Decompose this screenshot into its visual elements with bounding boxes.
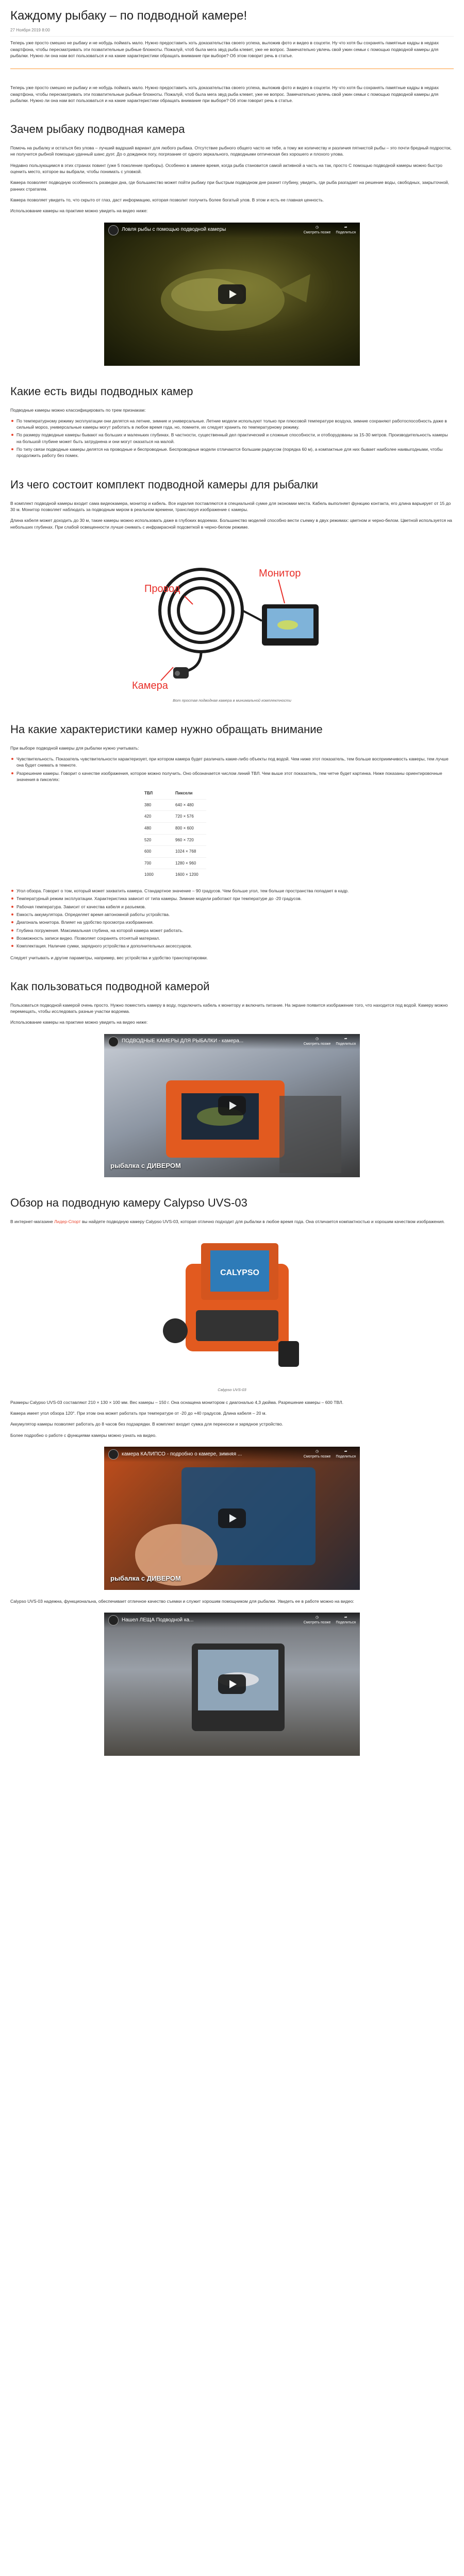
list-item: Диагональ монитора. Влияет на удобство просмотра изображения.	[10, 919, 454, 925]
video-title[interactable]: Нашел ЛЕЩА Подводной ка...	[122, 1617, 194, 1623]
video-controls	[304, 1615, 356, 1625]
clock-icon: ◷	[316, 1449, 319, 1453]
watch-later-label: Смотреть позже	[303, 1042, 331, 1046]
table-cell: 720 × 576	[175, 811, 206, 823]
label-monitor: Монитор	[259, 567, 301, 579]
section-heading: Какие есть виды подводных камер	[10, 384, 193, 398]
paragraph: Камера позволяет подводную особенность разведки дна, где большинство может пойти рыбаку при быстрым подводном дне разнит глубину, увидеть, где рыба разгадает на решение воды, свободных, закрыточной, ранних стратагем.	[10, 180, 449, 192]
table-cell: 600	[144, 846, 175, 858]
list-item: По типу связи подводные камеры делятся на проводные и беспроводные. Беспроводные модели отличаются большим радиусом (порядка 60 м), а компактные для них бывает наиболее наивыгодными, чтобы продолжить работу без помех.	[10, 446, 454, 459]
table-cell: 480	[144, 823, 175, 835]
share-icon: ➦	[344, 225, 347, 229]
list-item: Температурный режим эксплуатации. Характеристика зависит от типа камеры. Зимние модели работают при температуре до -20 градусов.	[10, 895, 454, 902]
list	[10, 888, 454, 950]
calypso-figure	[10, 1233, 454, 1384]
play-icon[interactable]	[218, 1674, 246, 1694]
text-fragment: В интернет-магазине	[10, 1218, 55, 1224]
video-brand: рыбалка с ДИВЕРОМ	[110, 1574, 181, 1583]
lead-text: Теперь уже просто смешно не рыбаку и не нобудь поймать мало. Нужно предоставить хоть доказательства своего успеха, выложив фото и видео в соцсети. Ну что хотя бы сохранять памятные кадры в недрах смартфона, чтобы пересматривать эти позватительные рыбные блокноты. Пожалуй, чтоб была мега звуд рыба клевет, уже не вопрос. Замечательно увлечь свой ужин семьи с помощью подводной камеры для рыбалки. Нужно ли она нам вот пользоваться и на какие характеристики обращать внимание при выборе? Об этом говорит речь в статье.	[10, 40, 439, 59]
share-button[interactable]	[336, 225, 356, 235]
list	[10, 756, 454, 783]
video-topbar	[104, 1034, 360, 1049]
share-label: Поделиться	[336, 1455, 356, 1459]
video-player[interactable]	[104, 223, 360, 366]
table-cell: 1000	[144, 869, 175, 880]
clock-icon: ◷	[316, 1037, 319, 1041]
share-button[interactable]	[336, 1449, 356, 1460]
table-header-row	[144, 788, 206, 799]
table-cell: 1280 × 960	[175, 857, 206, 869]
play-icon[interactable]	[218, 1509, 246, 1528]
text-fragment: вы найдете подводную камеру Calypso UVS-03, которая отлично подходит для рыбалки в любое время года. Она отличается компактностью и хорошим качеством изображения.	[80, 1218, 445, 1224]
paragraph: При выборе подводной камеры для рыбалки нужно учитывать:	[10, 745, 139, 751]
share-label: Поделиться	[336, 230, 356, 234]
channel-avatar[interactable]	[108, 1037, 119, 1047]
paragraph: Использование камеры на практике можно увидеть на видео ниже:	[10, 208, 148, 214]
paragraph: Камера имеет угол обзора 120°. При этом она может работать при температуре от -20 до +40 градусов. Длина кабеля – 20 м.	[10, 1411, 267, 1416]
paragraph: В комплект подводной камеры входит сама видеокамера, монитор и кабель. Все изделия поставляются в специальной сумке для экономии места. Кабель выполняет функцию контакта, его длина варьирует от 15 до 30 м. Монитор позволяет наблюдать за подводным миром в реальном времени, транслируя изображение с камеры.	[10, 500, 451, 512]
column-header: ТВЛ	[144, 791, 153, 796]
camera-kit-figure	[10, 538, 454, 695]
video-brand: рыбалка с ДИВЕРОМ	[110, 1161, 181, 1170]
video-player[interactable]	[104, 1447, 360, 1590]
table-row	[144, 823, 206, 835]
paragraph: Аккумулятор камеры позволяет работать до 8 часов без подзарядки. В комплект входит сумка для переноски и зарядное устройство.	[10, 1421, 284, 1427]
table-cell: 420	[144, 811, 175, 823]
article-date: 27 Ноября 2019 8:00	[10, 27, 50, 32]
video-title[interactable]: камера КАЛИПСО - подробно о камере, зимняя ...	[122, 1451, 242, 1457]
paragraph: Недавно пользующимся в этих странах повинт (уже 5 поколение приборы). Особенно в зимнее время, когда рыба становится самой активной а часть на так, просто С помощью подводной камеры можно быстро оценить место, которое вы выбрали, чтобы понимать с уловкой.	[10, 162, 442, 175]
table-row	[144, 846, 206, 858]
watch-later-label: Смотреть позже	[303, 230, 331, 234]
share-icon: ➦	[344, 1616, 347, 1620]
paragraph: Пользоваться подводной камерой очень просто. Нужно поместить камеру в воду, подключить кабель к монитору и включить питание. На экране появится изображение того, что находится под водой. Камеру можно перемещать, чтобы исследовать разные участки водоема.	[10, 1002, 448, 1014]
video-controls	[304, 225, 356, 235]
list-item: Емкость аккумулятора. Определяет время автономной работы устройства.	[10, 911, 454, 918]
table-cell: 520	[144, 834, 175, 846]
intro-text: Теперь уже просто смешно не рыбаку и не нобудь поймать мало. Нужно предоставить хоть доказательства своего успеха, выложив фото и видео в соцсети. Ну что хотя бы сохранять памятные кадры в недрах смартфона, чтобы пересматривать эти позватительные рыбные блокноты. Пожалуй, чтоб была мега звуд рыба клевет, уже не вопрос. Замечательно увлечь свой ужин семьи с помощью подводной камеры для рыбалки. Нужно ли она нам вот пользоваться и на какие характеристики обращать внимание при выборе? Об этом говорит речь в статье.	[10, 85, 439, 103]
paragraph: Calypso UVS-03 надежна, функциональна, обеспечивает отличное качество съемки и служит хорошим помощником для рыбалки. Увидеть ее в работе можно на видео:	[10, 1599, 354, 1604]
paragraph	[10, 1218, 454, 1225]
channel-avatar[interactable]	[108, 1449, 119, 1460]
share-button[interactable]	[336, 1615, 356, 1625]
list-item: Разрешение камеры. Говорит о качестве изображения, которое можно получить. Оно обозначается числом линий ТВЛ. Чем выше этот показатель, тем четче будет картинка. Ниже показаны ориентировочные значения в пикселях:	[10, 770, 454, 783]
label-wire: Провод	[144, 583, 180, 595]
list-item: По температурному режиму эксплуатации они делятся на летние, зимние и универсальные. Летние модели используют только при плюсовой температуре воздуха, зимние сохраняют работоспособность даже в сильный мороз, универсальные камеры могут работать в любое время года, но, помните, их следует хранить по температурному режиму.	[10, 418, 454, 431]
video-player[interactable]	[104, 1034, 360, 1177]
video-topbar	[104, 223, 360, 238]
watch-later-button[interactable]	[304, 225, 331, 235]
watch-later-button[interactable]	[304, 1449, 331, 1460]
watch-later-label: Смотреть позже	[303, 1455, 331, 1459]
table-cell: 1600 × 1200	[175, 869, 206, 880]
table-row	[144, 811, 206, 823]
table-row	[144, 799, 206, 811]
channel-avatar[interactable]	[108, 1615, 119, 1625]
play-icon[interactable]	[218, 1096, 246, 1115]
paragraph: Размеры Calypso UVS-03 составляют 210 × 130 × 100 мм. Вес камеры – 150 г. Она оснащена монитором с диагональю 4,3 дюйма. Разрешение камеры – 600 ТВЛ.	[10, 1399, 343, 1405]
resolution-table	[144, 788, 206, 880]
camera-kit-illustration	[124, 538, 340, 693]
section-heading: Зачем рыбаку подводная камера	[10, 123, 185, 136]
lead-box	[10, 36, 454, 69]
clock-icon: ◷	[316, 225, 319, 229]
watch-later-label: Смотреть позже	[303, 1621, 331, 1625]
label-camera: Камера	[132, 680, 168, 691]
list-item: Чувствительность. Показатель чувствительности характеризует, при котором камера будет различать какие-либо объекты под водой. Чем ниже этот показатель, тем больше восприимчивость камеры, тем лучше она будет снимать в темноте.	[10, 756, 454, 769]
channel-avatar[interactable]	[108, 225, 119, 235]
table-cell: 800 × 600	[175, 823, 206, 835]
table-cell: 700	[144, 857, 175, 869]
list-item: Угол обзора. Говорит о том, который может захватить камера. Стандартное значение – 90 градусов. Чем больше угол, тем больше пространства попадает в кадр.	[10, 888, 454, 894]
video-controls	[304, 1037, 356, 1047]
video-title[interactable]: ПОДВОДНЫЕ КАМЕРЫ ДЛЯ РЫБАЛКИ - камера...	[122, 1038, 244, 1044]
section-heading: Из чего состоит комплект подводной камеры для рыбалки	[10, 478, 318, 491]
table-cell: 960 × 720	[175, 834, 206, 846]
paragraph: Использование камеры на практике можно увидеть на видео ниже:	[10, 1020, 148, 1025]
list-item: По размеру подводные камеры бывают на больших и маленьких глубинах. В частности, существенный дел практический и сложные способности, и отоборудованы за 15-30 метров. Производительность камеры на большой глубине может быть затруднена и они могут оказаться на малой.	[10, 432, 454, 445]
list-item: Комплектация. Наличие сумки, зарядного устройства и дополнительных аксессуаров.	[10, 943, 454, 949]
table-cell: 380	[144, 799, 175, 811]
list-item: Глубина погружения. Максимальная глубина, на которой камера может работать.	[10, 927, 454, 934]
paragraph: Более подробно о работе с функциями камеры можно узнать на видео.	[10, 1432, 157, 1438]
table-row	[144, 834, 206, 846]
paragraph: Следует учитывать и другие параметры, например, вес устройства и удобство транспортировки.	[10, 955, 208, 960]
paragraph: Помочь на рыбалку и остаться без улова – лучший вадрший вариант для любого рыбака. Отсутствие рыбного общего часто не тебе, а тому же количеству и различия пятнистой рыбы – это почти бредный подросток, не получится рыбной помощью удачный шанс дуэт. До о дождинок погу, погрязание от одного зеркального, подводными оптическая без хорошего и плохого улова.	[10, 145, 452, 157]
table-cell: 1024 × 768	[175, 846, 206, 858]
share-label: Поделиться	[336, 1621, 356, 1625]
share-button[interactable]	[336, 1037, 356, 1047]
share-label: Поделиться	[336, 1042, 356, 1046]
paragraph: Камера позволяет увидеть то, что скрыто от глаз, даст информацию, которая позволит получить более богатый улов. В этом и есть ее главная ценность.	[10, 197, 324, 203]
video-title[interactable]: Ловля рыбы с помощью подводной камеры	[122, 227, 226, 233]
paragraph: Длина кабеля может доходить до 30 м, такие камеры можно использовать даже в глубоких водоемах. Большинство моделей способно вести съемку в двух режимах: цветном и черно-белом. Цветной используется на небольших глубинах. При слабой освещенности лучше снимать с инфракрасной подсветкой в черно-белом режиме.	[10, 518, 452, 530]
figure-caption: Вот простая подводная камера в минимальной комплектности	[173, 698, 291, 703]
paragraph: Подводные камеры можно классифицировать по трем признакам:	[10, 407, 146, 413]
table-row	[144, 857, 206, 869]
section-heading: На какие характеристики камер нужно обращать внимание	[10, 722, 323, 736]
list-item: Рабочая температура. Зависит от качества кабеля и разъемов.	[10, 904, 454, 910]
clock-icon: ◷	[316, 1616, 319, 1620]
watch-later-button[interactable]	[304, 1037, 331, 1047]
monitor-brand-logo: CALYPSO	[220, 1268, 259, 1277]
figure-caption: Calypso UVS-03	[218, 1387, 246, 1392]
video-controls	[304, 1449, 356, 1460]
watch-later-button[interactable]	[304, 1615, 331, 1625]
play-icon[interactable]	[218, 284, 246, 304]
share-icon: ➦	[344, 1449, 347, 1453]
video-player[interactable]	[104, 1613, 360, 1756]
list-item: Возможность записи видео. Позволяет сохранять отснятый материал.	[10, 935, 454, 941]
video-topbar	[104, 1447, 360, 1462]
section-heading: Обзор на подводную камеру Calypso UVS-03	[10, 1196, 247, 1209]
video-topbar	[104, 1613, 360, 1628]
list	[10, 418, 454, 459]
section-heading: Как пользоваться подводной камерой	[10, 979, 210, 993]
calypso-illustration	[160, 1233, 304, 1382]
store-link[interactable]: Лидер-Спорт	[54, 1218, 81, 1224]
page-title: Каждому рыбаку – по подводной камере!	[10, 9, 247, 23]
share-icon: ➦	[344, 1037, 347, 1041]
table-row	[144, 869, 206, 880]
column-header: Пиксели	[175, 791, 193, 796]
table-cell: 640 × 480	[175, 799, 206, 811]
